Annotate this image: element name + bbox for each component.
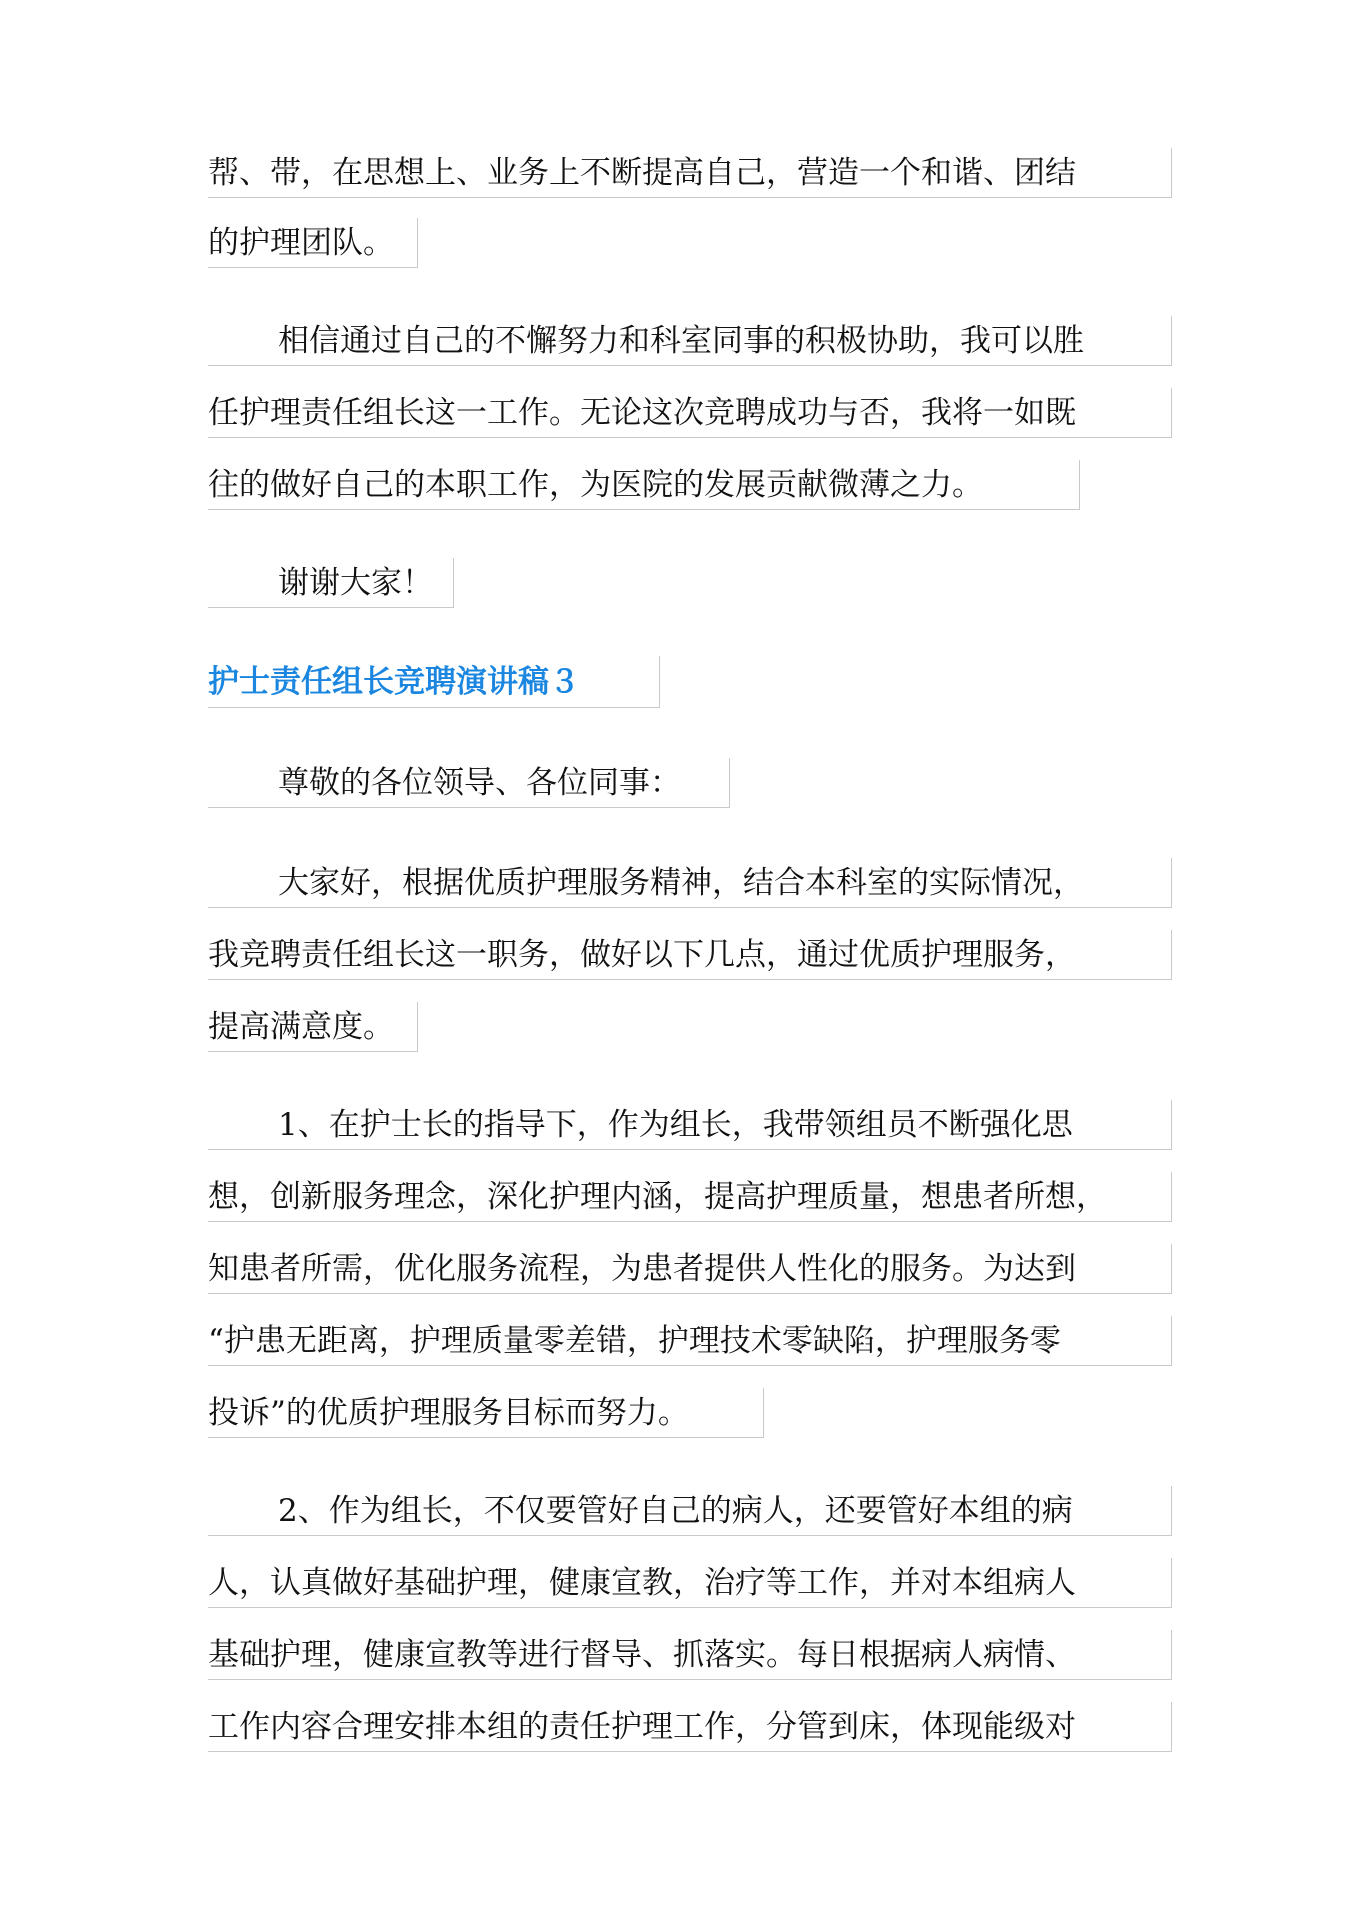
text-line: 知患者所需，优化服务流程，为患者提供人性化的服务。为达到 xyxy=(208,1244,1172,1294)
text-line: 投诉”的优质护理服务目标而努力。 xyxy=(208,1388,764,1438)
text-line: 我竞聘责任组长这一职务，做好以下几点，通过优质护理服务， xyxy=(208,930,1172,980)
section-heading: 护士责任组长竞聘演讲稿３ xyxy=(208,656,660,708)
text-line: 相信通过自己的不懈努力和科室同事的积极协助，我可以胜 xyxy=(208,316,1172,366)
text-line: 1、在护士长的指导下，作为组长，我带领组员不断强化思 xyxy=(208,1100,1172,1150)
text-line: 2、作为组长，不仅要管好自己的病人，还要管好本组的病 xyxy=(208,1486,1172,1536)
text-line: 工作内容合理安排本组的责任护理工作，分管到床，体现能级对 xyxy=(208,1702,1172,1752)
text-line: 想，创新服务理念，深化护理内涵，提高护理质量，想患者所想， xyxy=(208,1172,1172,1222)
text-line: 尊敬的各位领导、各位同事： xyxy=(208,758,730,808)
text-line: 大家好，根据优质护理服务精神，结合本科室的实际情况， xyxy=(208,858,1172,908)
text-line: 任护理责任组长这一工作。无论这次竞聘成功与否，我将一如既 xyxy=(208,388,1172,438)
text-line: 基础护理，健康宣教等进行督导、抓落实。每日根据病人病情、 xyxy=(208,1630,1172,1680)
text-line: 帮、带，在思想上、业务上不断提高自己，营造一个和谐、团结 xyxy=(208,148,1172,198)
text-line: 提高满意度。 xyxy=(208,1002,418,1052)
text-line: 人，认真做好基础护理，健康宣教，治疗等工作，并对本组病人 xyxy=(208,1558,1172,1608)
text-line: 往的做好自己的本职工作，为医院的发展贡献微薄之力。 xyxy=(208,460,1080,510)
text-line: “护患无距离，护理质量零差错，护理技术零缺陷，护理服务零 xyxy=(208,1316,1172,1366)
text-line: 的护理团队。 xyxy=(208,218,418,268)
text-line: 谢谢大家！ xyxy=(208,558,454,608)
